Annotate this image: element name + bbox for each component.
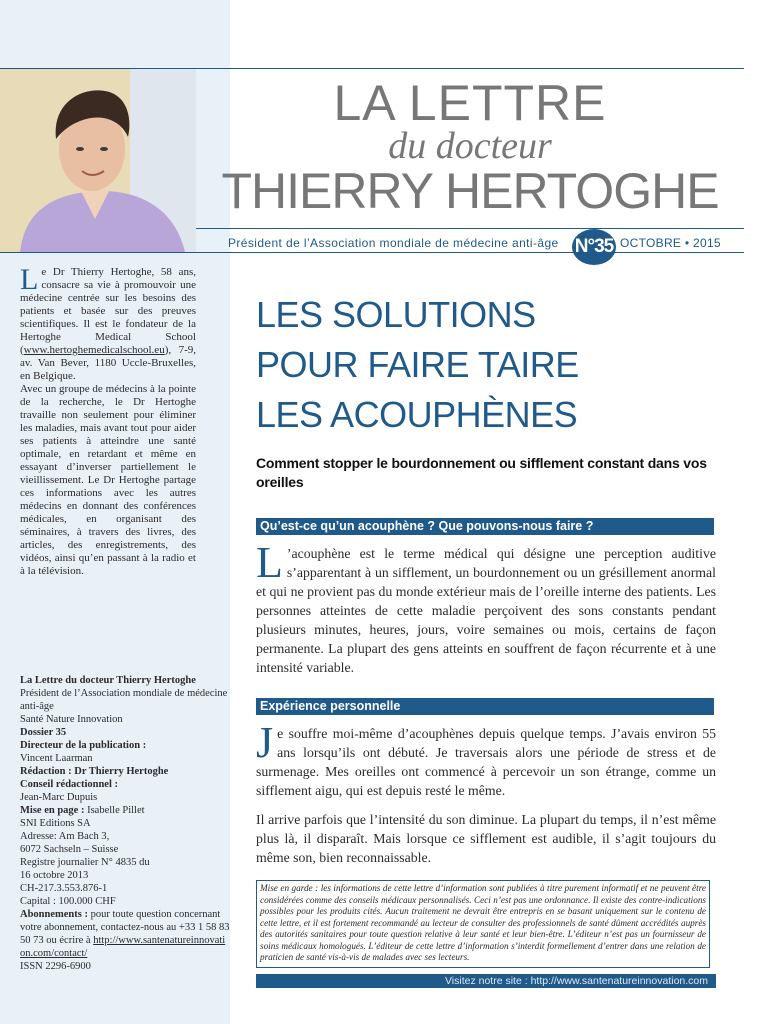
masthead-author: THIERRY HERTOGHE: [221, 163, 719, 219]
header-bottom-rule: [0, 252, 744, 253]
bio-link[interactable]: www.hertoghemedicalschool.eu: [23, 344, 165, 356]
portrait-illustration: [0, 69, 196, 252]
issue-date: OCTOBRE • 2015: [620, 236, 721, 250]
website-footer-link[interactable]: Visitez notre site : http://www.santenatureinnovation.com: [256, 974, 716, 988]
imprint-line: 16 octobre 2013: [20, 870, 89, 881]
headline-line: POUR FAIRE TAIRE: [256, 344, 579, 385]
section2-text: e souffre moi-même d’acouphènes depuis quelque temps. J’avais environ 55 ans lorsqu’ils ont débuté. Je traversais alors une période de stress et de surmenage. Mes oreilles ont commencé à percevoir un son étrange, comme un sifflement aigu, qui est depuis resté le même.: [256, 726, 716, 798]
top-rule: [0, 68, 744, 69]
imprint-conseil-name: Jean-Marc Dupuis: [20, 792, 98, 803]
imprint-line: Registre journalier N° 4835 du: [20, 857, 150, 868]
masthead-rule: [196, 228, 744, 229]
imprint-contact-link[interactable]: http://www.santenatureinnovation.com/contact/: [20, 935, 226, 959]
imprint-line: CH-217.3.553.876-1: [20, 883, 108, 894]
imprint-redaction: Rédaction : Dr Thierry Hertoghe: [20, 766, 169, 777]
author-photo: [0, 69, 196, 252]
masthead-subtitle: du docteur: [388, 125, 552, 167]
disclaimer-box: Mise en garde : les informations de cette lettre d’information sont publiées à titre purement informatif et ne peuvent être considérées comme des conseils médicaux personnalisés. Ceci n’est pas une ordonnance. Il existe des contre-indications possibles pour les produits cités. Aucun traitement ne devrait être entrepris en se basant uniquement sur le contenu de cette lettre, et il est fortement recommandé au lecteur de consulter des professionnels de santé dûment accrédités auprès des autorités sanitaires pour toute question relative à leur santé et leur bien-être. L’éditeur n’est pas un fournisseur de soins médicaux homologués. L’éditeur de cette lettre d’information s’interdit formellement d’entrer dans une relation de praticien de santé vis-à-vis de malades avec ses lecteurs.: [256, 880, 710, 968]
headline-line: LES ACOUPHÈNES: [256, 394, 578, 435]
section1-dropcap: L: [256, 538, 283, 587]
article-headline: [256, 290, 736, 440]
issue-badge: N°35: [572, 229, 616, 265]
headline-line: LES SOLUTIONS: [256, 294, 536, 335]
imprint-mise-label: Mise en page :: [20, 805, 85, 816]
imprint-director-label: Directeur de la publication :: [20, 740, 147, 751]
author-bio: [20, 263, 196, 578]
masthead-tagline: Président de l’Association mondiale de médecine anti-âge: [228, 236, 559, 250]
imprint-line: Capital : 100.000 CHF: [20, 896, 116, 907]
article-subhead: Comment stopper le bourdonnement ou sifflement constant dans vos oreilles: [256, 455, 707, 490]
section-body-2: [256, 718, 716, 867]
imprint-abo-text: pour toute question concernant votre abonnement, contactez-nous au +33 1 58 83 50 73 ou écrire à: [20, 909, 230, 946]
imprint-mise-name: Isabelle Pillet: [84, 805, 145, 816]
imprint-line: SNI Editions SA: [20, 818, 91, 829]
imprint-abo-label: Abonnements :: [20, 909, 88, 920]
bio-text: e Dr Thierry Hertoghe, 58 ans, consacre sa vie à promouvoir une médecine centrée sur les besoins des patients et basée sur des preuves scientifiques. Il est le fondateur de la Hertoghe Medical School (: [20, 266, 196, 356]
bio-dropcap: L: [20, 263, 39, 296]
section2-text-2: Il arrive parfois que l’intensité du son diminue. La plupart du temps, il n’est même plus là, il disparaît. Mais lorsque ce sifflement est audible, il s’agit toujours du même son, bien reconnaissable.: [256, 812, 716, 865]
imprint-dossier: Dossier 35: [20, 727, 67, 738]
bio-text-3: Avec un groupe de médecins à la pointe de la recherche, le Dr Hertoghe travaille non seulement pour éliminer les maladies, mais avant tout pour aider ses patients à atteindre une santé optimale, en retardant et même en essayant d’inverser partiellement le vieillissement. Le Dr Hertoghe partage ces informations avec les autres médecins en donnant des conférences médicales, en organisant des séminaires, à travers des livres, des articles, des enregistrements, des vidéos, ainsi qu’en passant à la radio et à la télévision.: [20, 383, 196, 577]
imprint-line: 6072 Sachseln – Suisse: [20, 844, 119, 855]
section-heading-1: Qu’est-ce qu’un acouphène ? Que pouvons-nous faire ?: [256, 518, 714, 535]
imprint-line: Président de l’Association mondiale de médecine anti-âge: [20, 688, 228, 712]
imprint: [20, 674, 230, 973]
section2-dropcap: J: [256, 718, 274, 767]
section1-text: ’acouphène est le terme médical qui désigne une perception auditive s’apparentant à un sifflement, un bourdonnement ou un grésillement anormal et qui ne provient pas du monde extérieur mais de l’oreille interne des patients. Les personnes atteintes de cette maladie perçoivent des sons constants pendant plusieurs minutes, heures, jours, voire semaines ou mois, certains de façon permanente. La plupart des gens atteints en souffrent de façon récurrente et à une intensité variable.: [256, 546, 716, 675]
imprint-line: Adresse: Am Bach 3,: [20, 831, 110, 842]
bio-text-2: ), 7-9, av. Van Bever, 1180 Uccle-Bruxelles, en Belgique.: [20, 344, 196, 382]
imprint-title: La Lettre du docteur Thierry Hertoghe: [20, 675, 196, 686]
imprint-line: Santé Nature Innovation: [20, 714, 123, 725]
imprint-director-name: Vincent Laarman: [20, 753, 93, 764]
section-heading-2: Expérience personnelle: [256, 698, 714, 715]
imprint-issn: ISSN 2296-6900: [20, 961, 91, 972]
imprint-conseil-label: Conseil rédactionnel :: [20, 779, 118, 790]
section-body-1: [256, 538, 716, 677]
masthead-title: LA LETTRE: [333, 75, 607, 131]
